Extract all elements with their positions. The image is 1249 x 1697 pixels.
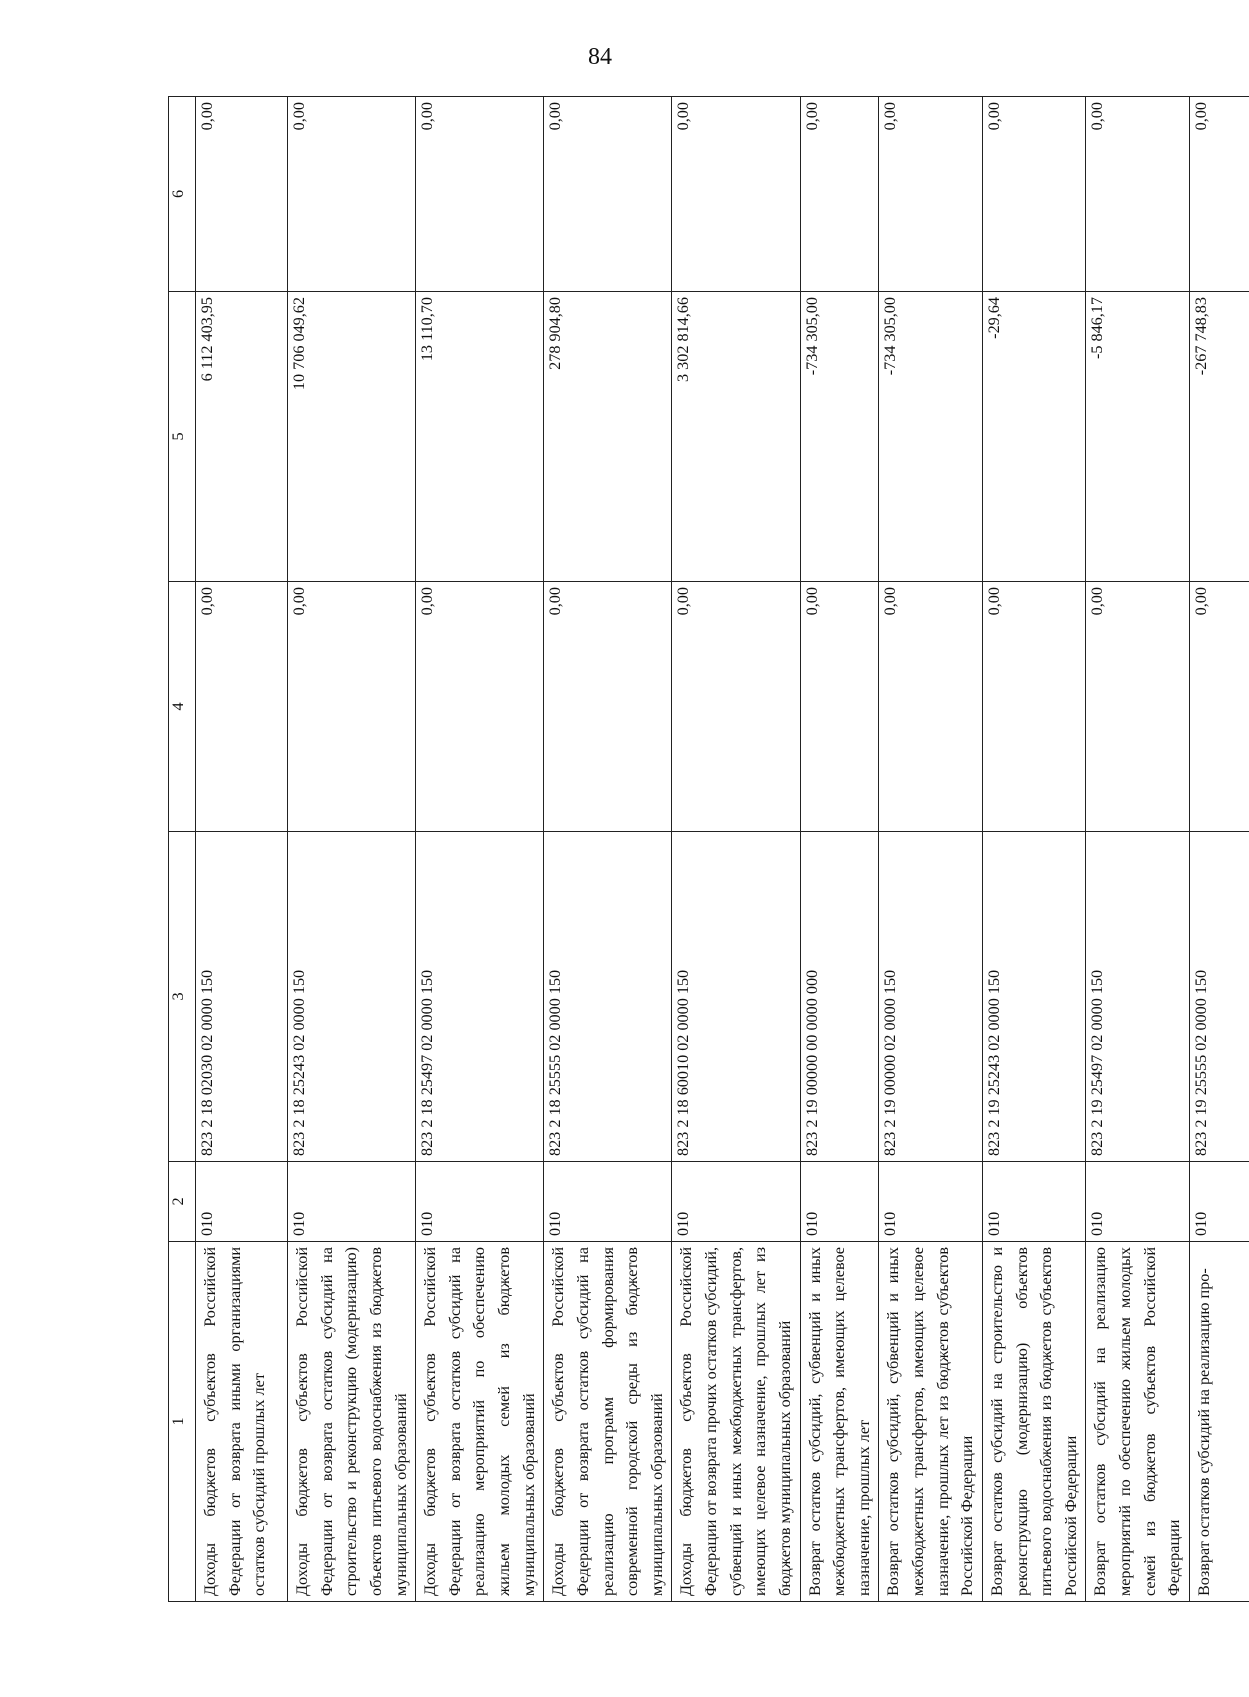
row-col6-value: 0,00 — [1189, 97, 1249, 292]
row-budget-code: 823 2 19 25497 02 0000 150 — [1086, 832, 1190, 1162]
table-row — [982, 97, 1086, 1602]
row-line-code: 010 — [672, 1162, 800, 1242]
column-header-1: 1 — [169, 1242, 196, 1602]
row-line-code: 010 — [544, 1162, 672, 1242]
row-col5-value: 6 112 403,95 — [196, 292, 288, 582]
table-row — [1189, 97, 1249, 1602]
row-line-code: 010 — [982, 1162, 1086, 1242]
column-header-6: 6 — [169, 97, 196, 292]
row-col4-value: 0,00 — [1086, 582, 1190, 832]
row-col4-value: 0,00 — [800, 582, 879, 832]
row-col6-value: 0,00 — [544, 97, 672, 292]
row-col6-value: 0,00 — [800, 97, 879, 292]
row-col4-value: 0,00 — [1189, 582, 1249, 832]
row-description: Доходы бюджетов субъектов Российской Федерации от возврата прочих остатков субсидий, субвенций и иных межбюджетных трансфертов, имеющих целевое назначение, прошлых лет из бюджетов муниципальных образований — [672, 1242, 800, 1602]
table-row — [672, 97, 800, 1602]
row-budget-code: 823 2 18 25555 02 0000 150 — [544, 832, 672, 1162]
row-line-code: 010 — [1189, 1162, 1249, 1242]
rotated-table-area — [168, 97, 1213, 1602]
row-col4-value: 0,00 — [879, 582, 983, 832]
row-description: Доходы бюджетов субъектов Российской Федерации от возврата остатков субсидий на строительство и реконструкцию (модернизацию) объектов питьевого водоснабжения из бюджетов муниципальных образований — [288, 1242, 416, 1602]
column-header-2: 2 — [169, 1162, 196, 1242]
row-col6-value: 0,00 — [288, 97, 416, 292]
row-col4-value: 0,00 — [416, 582, 544, 832]
row-col5-value: -5 846,17 — [1086, 292, 1190, 582]
row-line-code: 010 — [196, 1162, 288, 1242]
row-col5-value: 10 706 049,62 — [288, 292, 416, 582]
row-col5-value: 3 302 814,66 — [672, 292, 800, 582]
row-budget-code: 823 2 19 00000 00 0000 000 — [800, 832, 879, 1162]
row-col4-value: 0,00 — [288, 582, 416, 832]
row-col4-value: 0,00 — [672, 582, 800, 832]
row-col4-value: 0,00 — [982, 582, 1086, 832]
row-col6-value: 0,00 — [879, 97, 983, 292]
row-col6-value: 0,00 — [416, 97, 544, 292]
page-number: 84 — [588, 44, 612, 70]
table-row — [196, 97, 288, 1602]
table-row — [1086, 97, 1190, 1602]
table-row — [416, 97, 544, 1602]
row-budget-code: 823 2 19 25243 02 0000 150 — [982, 832, 1086, 1162]
row-budget-code: 823 2 18 25497 02 0000 150 — [416, 832, 544, 1162]
budget-table — [168, 96, 1249, 1602]
row-budget-code: 823 2 19 25555 02 0000 150 — [1189, 832, 1249, 1162]
column-header-4: 4 — [169, 582, 196, 832]
row-budget-code: 823 2 18 02030 02 0000 150 — [196, 832, 288, 1162]
row-line-code: 010 — [416, 1162, 544, 1242]
row-col5-value: 13 110,70 — [416, 292, 544, 582]
row-col6-value: 0,00 — [982, 97, 1086, 292]
row-description: Доходы бюджетов субъектов Российской Федерации от возврата остатков субсидий на реализацию программ формирования современной городской среды из бюджетов муниципальных образований — [544, 1242, 672, 1602]
row-line-code: 010 — [1086, 1162, 1190, 1242]
row-description: Доходы бюджетов субъектов Российской Федерации от возврата остатков субсидий на реализацию мероприятий по обеспечению жильем молодых семей из бюджетов муниципальных образований — [416, 1242, 544, 1602]
table-row — [544, 97, 672, 1602]
table-row — [879, 97, 983, 1602]
row-col5-value: 278 904,80 — [544, 292, 672, 582]
row-description: Возврат остатков субсидий, субвенций и иных межбюджетных трансфертов, имеющих целевое назначение, прошлых лет — [800, 1242, 879, 1602]
rotated-table-frame — [168, 97, 1213, 1602]
column-header-3: 3 — [169, 832, 196, 1162]
row-description: Возврат остатков субсидий на реализацию про- — [1189, 1242, 1249, 1602]
column-header-5: 5 — [169, 292, 196, 582]
row-description: Доходы бюджетов субъектов Российской Федерации от возврата иными организациями остатков субсидий прошлых лет — [196, 1242, 288, 1602]
row-budget-code: 823 2 19 00000 02 0000 150 — [879, 832, 983, 1162]
row-line-code: 010 — [288, 1162, 416, 1242]
table-row — [288, 97, 416, 1602]
row-line-code: 010 — [800, 1162, 879, 1242]
row-line-code: 010 — [879, 1162, 983, 1242]
row-col5-value: -734 305,00 — [879, 292, 983, 582]
row-col5-value: -734 305,00 — [800, 292, 879, 582]
row-description: Возврат остатков субсидий на реализацию мероприятий по обеспечению жильем молодых семей из бюджетов субъектов Российской Федерации — [1086, 1242, 1190, 1602]
row-col6-value: 0,00 — [196, 97, 288, 292]
row-col4-value: 0,00 — [544, 582, 672, 832]
table-row — [800, 97, 879, 1602]
row-col6-value: 0,00 — [1086, 97, 1190, 292]
row-budget-code: 823 2 18 60010 02 0000 150 — [672, 832, 800, 1162]
row-col6-value: 0,00 — [672, 97, 800, 292]
row-budget-code: 823 2 18 25243 02 0000 150 — [288, 832, 416, 1162]
row-description: Возврат остатков субсидий, субвенций и иных межбюджетных трансфертов, имеющих целевое назначение, прошлых лет из бюджетов субъектов Российской Федерации — [879, 1242, 983, 1602]
row-description: Возврат остатков субсидий на строительство и реконструкцию (модернизацию) объектов питьевого водоснабжения из бюджетов субъектов Российской Федерации — [982, 1242, 1086, 1602]
header-row — [169, 97, 196, 1602]
row-col4-value: 0,00 — [196, 582, 288, 832]
row-col5-value: -29,64 — [982, 292, 1086, 582]
row-col5-value: -267 748,83 — [1189, 292, 1249, 582]
